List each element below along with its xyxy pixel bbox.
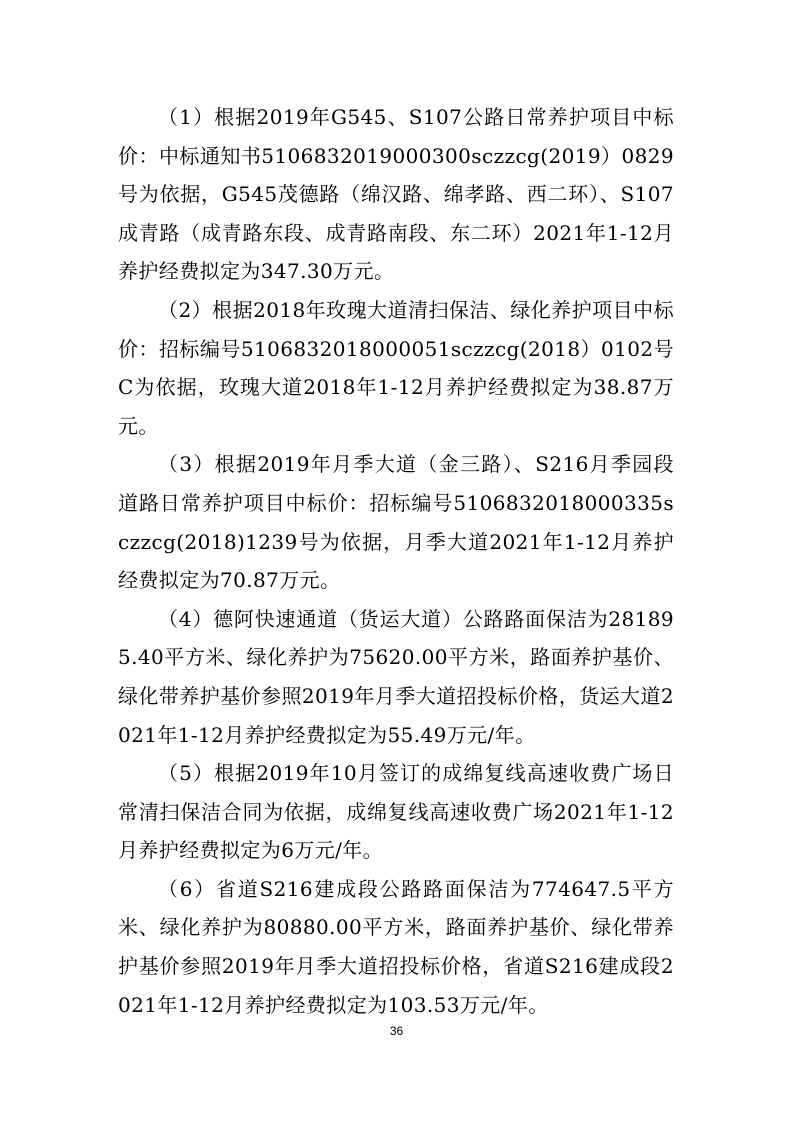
paragraph-item-3: （3）根据2019年月季大道（金三路）、S216月季园段道路日常养护项目中标价：招标编号510683201800033​5sczzcg(2018)1239号为依据，月季大道2021年1-12月养护经费拟定为70.87万元。	[118, 452, 674, 593]
paragraph-item-5: （5）根据2019年10月签订的成绵复线高速收费广场日常清扫保洁合同为依据，成绵复线高速收费广场2021年1-12月养护经费拟定为6万元/年。	[118, 761, 674, 863]
paragraph-item-1: （1）根据2019年G545、S107公路日常养护项目中标价：中标通知书510683201900030​0sczzcg(2019）0829号为依据，G545茂德路（绵汉路、绵孝路、西二环）、S107成青路（成青路东段、成青路南段、东二环）2021年1-12月养护经费拟定为347.30万元。	[118, 105, 674, 284]
page-number: 36	[389, 1024, 404, 1038]
document-body	[118, 98, 674, 1024]
paragraph-item-2: （2）根据2018年玫瑰大道清扫保洁、绿化养护项目中标价：招标编号510683201800005​1sczzcg(2018）0102号C为依据，玫瑰大道2018年1-12月养护经费拟定为38.87万元。	[118, 297, 674, 438]
paragraph-item-6: （6）省道S216建成段公路路面保洁为774647.5平方米、绿化养护为80880.00平方米，路面养护基价、绿化带养护基价参照2019年月季大道招投标价格，省道S216建成段2021年1-12月养护经费拟定为103.53万元/年。	[118, 876, 674, 1017]
paragraph-item-4: （4）德阿快速通道（货运大道）公路路面保洁为281895.40平方米、绿化养护为75620.00平方米，路面养护基价、绿化带养护基价参照2019年月季大道招投标价格，货运大道2021年1-12月养护经费拟定为55.49万元/年。	[118, 606, 674, 747]
